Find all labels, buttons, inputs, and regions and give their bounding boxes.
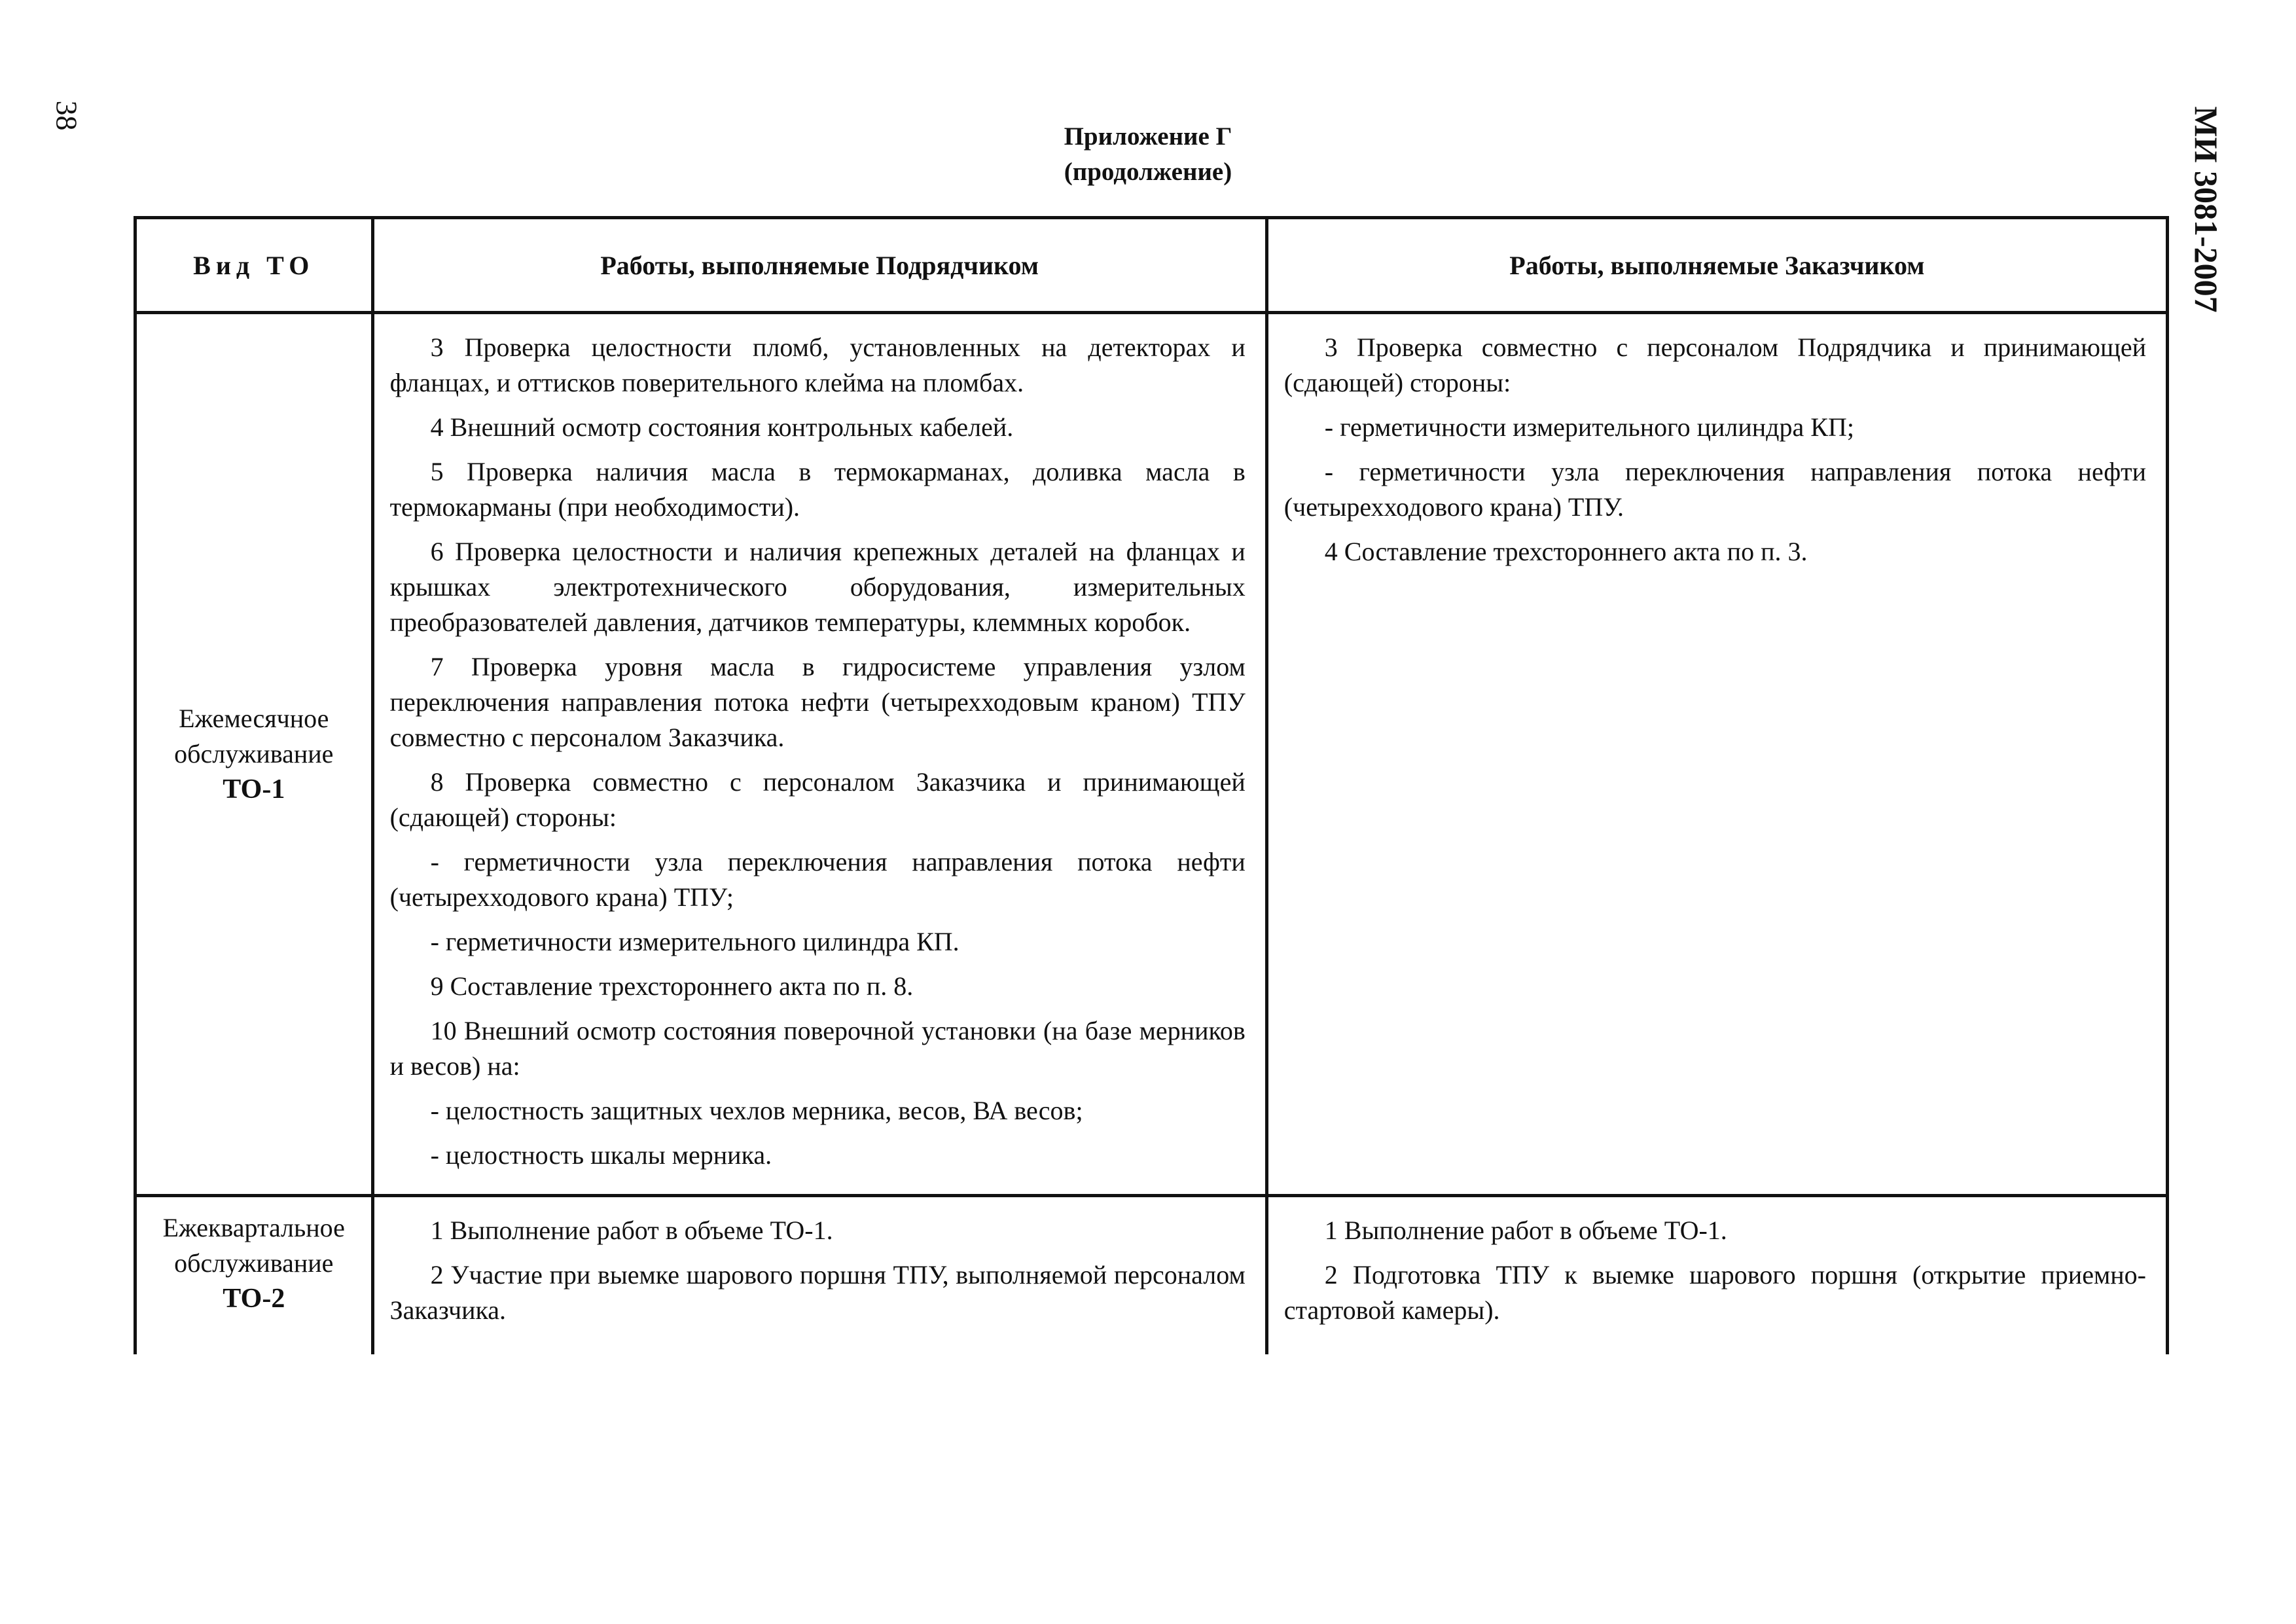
list-item: - герметичности узла переключения направления потока нефти (четырехходового крана) ТПУ. [1283, 457, 2146, 522]
maintenance-table [134, 216, 2169, 1354]
list-item: 3 Проверка целостности пломб, установленных на детекторах и фланцах, и оттисков поверительного клейма на пломбах. [389, 333, 1246, 397]
list-item: 4 Внешний осмотр состояния контрольных кабелей. [430, 412, 1014, 442]
kind-code: ТО-1 [223, 774, 285, 804]
table-row [135, 1196, 2168, 1355]
appendix-subtitle: (продолжение) [1064, 158, 1232, 186]
document-code: МИ 3081-2007 [2188, 106, 2225, 313]
page-number: 38 [50, 100, 84, 131]
list-item: - целостность защитных чехлов мерника, весов, ВА весов; [430, 1096, 1083, 1125]
kind-code: ТО-2 [223, 1284, 285, 1314]
header-customer: Работы, выполняемые Заказчиком [1266, 218, 2167, 313]
list-item: - герметичности измерительного цилиндра КП; [1324, 412, 1854, 442]
list-item: 2 Участие при выемке шарового поршня ТПУ, выполняемой персоналом Заказчика. [389, 1260, 1246, 1325]
contractor-cell [372, 1196, 1266, 1355]
header-contractor: Работы, выполняемые Подрядчиком [372, 218, 1266, 313]
list-item: 2 Подготовка ТПУ к выемке шарового поршня (открытие приемно-стартовой камеры). [1283, 1260, 2146, 1325]
header-kind: Вид ТО [135, 218, 373, 313]
list-item: - герметичности измерительного цилиндра КП. [430, 927, 960, 956]
kind-label: Ежеквартальное обслуживание [162, 1213, 345, 1278]
table-row [135, 313, 2168, 1196]
list-item: 4 Составление трехстороннего акта по п. 3. [1324, 537, 1808, 566]
appendix-heading [0, 119, 2296, 190]
list-item: 10 Внешний осмотр состояния поверочной установки (на базе мерников и весов) на: [389, 1016, 1246, 1081]
list-item: 6 Проверка целостности и наличия крепежных деталей на фланцах и крышках электротехнического оборудования, измерительных преобразователей давления, датчиков температуры, клеммных коробок. [389, 537, 1246, 637]
list-item: - целостность шкалы мерника. [430, 1140, 772, 1170]
kind-cell [135, 313, 373, 1196]
list-item: 1 Выполнение работ в объеме ТО-1. [1324, 1216, 1727, 1245]
kind-label: Ежемесячное обслуживание [174, 704, 334, 768]
list-item: 3 Проверка совместно с персоналом Подрядчика и принимающей (сдающей) стороны: [1283, 333, 2146, 397]
customer-cell [1266, 313, 2167, 1196]
table-header-row [135, 218, 2168, 313]
appendix-title: Приложение Г [1064, 122, 1232, 151]
customer-cell [1266, 1196, 2167, 1355]
list-item: 5 Проверка наличия масла в термокарманах, доливка масла в термокарманы (при необходимости). [389, 457, 1246, 522]
list-item: 1 Выполнение работ в объеме ТО-1. [430, 1216, 833, 1245]
contractor-cell [372, 313, 1266, 1196]
list-item: 9 Составление трехстороннего акта по п. 8. [430, 971, 914, 1001]
list-item: 8 Проверка совместно с персоналом Заказчика и принимающей (сдающей) стороны: [389, 767, 1246, 832]
kind-cell [135, 1196, 373, 1355]
list-item: - герметичности узла переключения направления потока нефти (четырехходового крана) ТПУ; [389, 847, 1246, 912]
list-item: 7 Проверка уровня масла в гидросистеме управления узлом переключения направления потока нефти (четырехходовым краном) ТПУ совместно с персоналом Заказчика. [389, 652, 1246, 752]
